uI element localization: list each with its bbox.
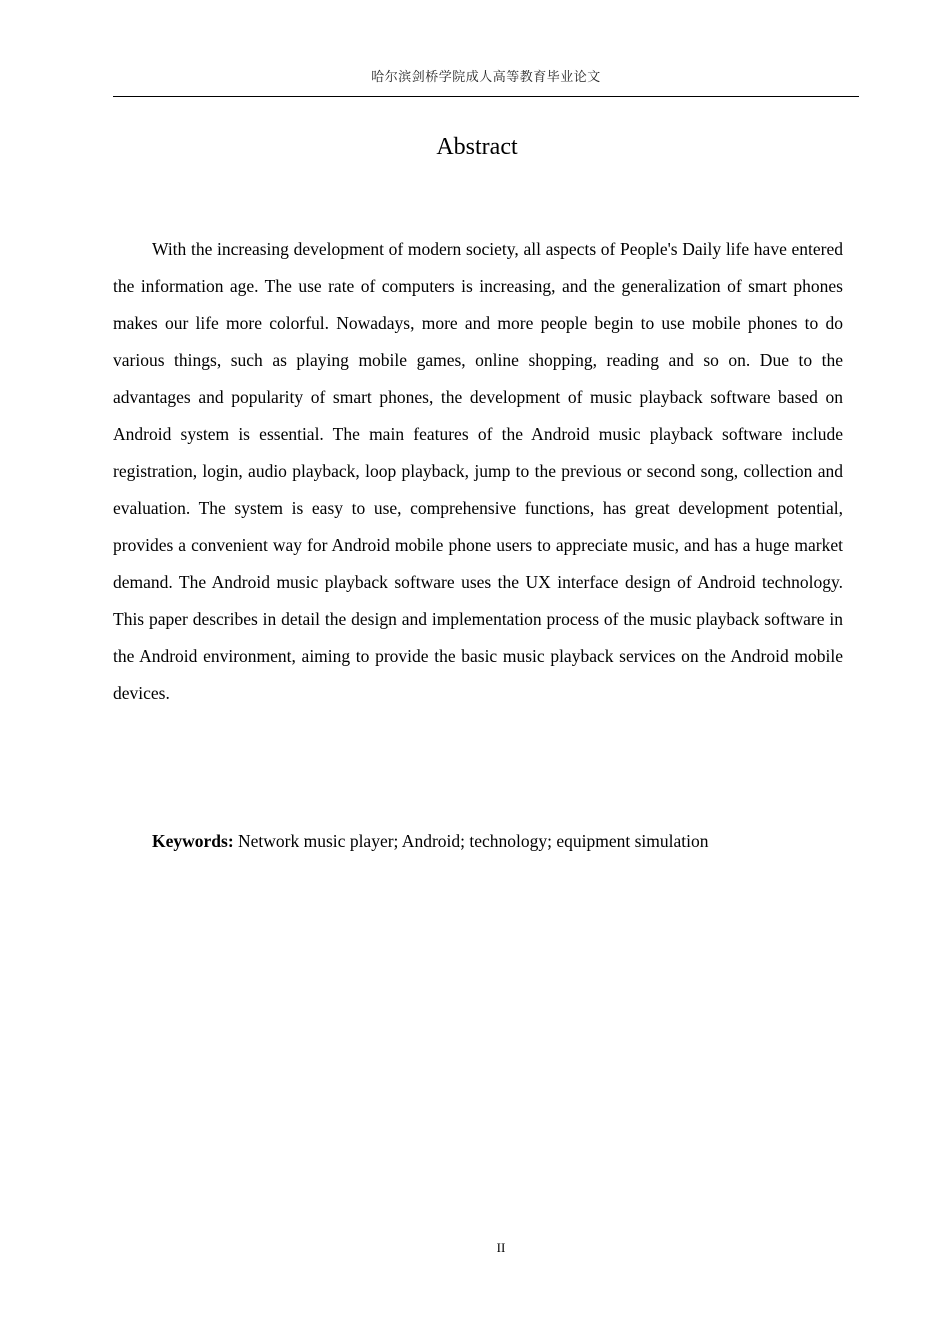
header-divider [113, 96, 859, 97]
abstract-title: Abstract [436, 134, 518, 160]
keywords-line [152, 826, 852, 856]
keywords-label: Keywords: [152, 831, 234, 851]
keywords-text: Network music player; Android; technology; equipment simulation [238, 831, 709, 851]
page-header-title: 哈尔滨剑桥学院成人高等教育毕业论文 [371, 70, 601, 85]
abstract-body: With the increasing development of modern society, all aspects of People's Daily life have entered the information age. The use rate of computers is increasing, and the generalization of smart phones makes our life more colorful. Nowadays, more and more people begin to use mobile phones to do various things, such as playing mobile games, online shopping, reading and so on. Due to the advantages and popularity of smart phones, the development of music playback software based on Android system is essential. The main features of the Android music playback software include registration, login, audio playback, loop playback, jump to the previous or second song, collection and evaluation. The system is easy to use, comprehensive functions, has great development potential, provides a convenient way for Android mobile phone users to appreciate music, and has a huge market demand. The Android music playback software uses the UX interface design of Android technology. This paper describes in detail the design and implementation process of the music playback software in the Android environment, aiming to provide the basic music playback services on the Android mobile devices. [113, 239, 843, 703]
page-number: II [496, 1240, 506, 1255]
